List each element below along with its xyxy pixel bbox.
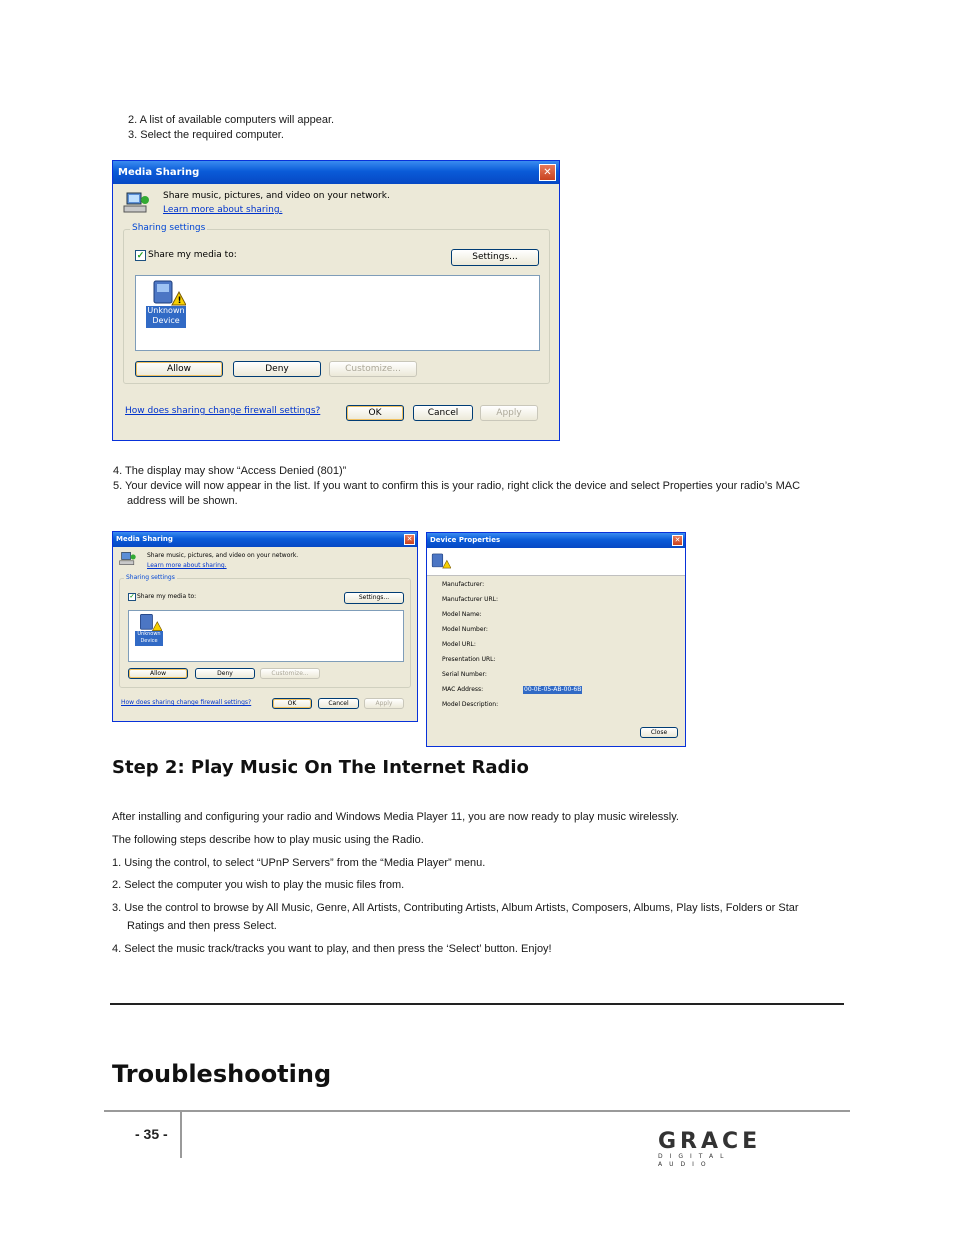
apply-button[interactable]: Apply — [480, 405, 538, 421]
unknown-device-label[interactable] — [135, 631, 163, 646]
settings-button[interactable]: Settings... — [451, 249, 539, 266]
close-button[interactable]: Close — [640, 727, 678, 738]
property-label: Model Number: — [442, 626, 488, 633]
device-label-line2: Device — [140, 638, 158, 644]
note-step-5-cont: address will be shown. — [127, 495, 238, 507]
mac-address-value[interactable]: 00-0E-05-AB-00-6B — [524, 686, 582, 693]
dialog-title: Media Sharing — [116, 535, 173, 543]
property-label: Presentation URL: — [442, 656, 496, 663]
deny-button[interactable]: Deny — [233, 361, 321, 377]
apply-button[interactable]: Apply — [364, 698, 404, 709]
device-label-line1: Unknown — [147, 306, 185, 315]
footer-vertical-rule — [180, 1112, 182, 1158]
note-step-4: 4. The display may show “Access Denied (801)” — [113, 465, 347, 477]
firewall-help-link[interactable]: How does sharing change firewall settings? — [121, 699, 252, 706]
dialog-titlebar — [113, 532, 417, 547]
troubleshooting-heading: Troubleshooting — [112, 1060, 332, 1088]
property-label: Model URL: — [442, 641, 476, 648]
note-step-5: 5. Your device will now appear in the list. If you want to confirm this is your radio, right click the device and select Properties your radio’s MAC — [113, 480, 801, 492]
learn-more-link[interactable]: Learn more about sharing. — [163, 205, 283, 215]
step2-item-1: 1. Using the control, to select “UPnP Servers” from the “Media Player” menu. — [112, 857, 486, 869]
properties-header — [427, 548, 685, 576]
property-label: MAC Address: — [442, 686, 484, 693]
ok-button[interactable]: OK — [346, 405, 404, 421]
property-label: Model Name: — [442, 611, 482, 618]
dialog-titlebar — [427, 533, 685, 548]
step2-item-2: 2. Select the computer you wish to play the music files from. — [112, 879, 405, 891]
device-list — [135, 275, 540, 351]
cancel-button[interactable]: Cancel — [318, 698, 359, 709]
media-sharing-dialog-small — [112, 531, 418, 722]
property-label: Manufacturer: — [442, 581, 485, 588]
step2-intro: After installing and configuring your radio and Windows Media Player 11, you are now ready to play music wirelessly. — [112, 811, 679, 823]
share-media-checkbox[interactable]: ✓ — [129, 594, 135, 600]
device-icon — [431, 552, 451, 570]
property-label: Serial Number: — [442, 671, 487, 678]
network-sharing-icon — [123, 191, 151, 217]
svg-text:!: ! — [177, 296, 182, 306]
property-label: Manufacturer URL: — [442, 596, 499, 603]
sharing-settings-label: Sharing settings — [132, 223, 206, 233]
step2-heading: Step 2: Play Music On The Internet Radio — [112, 757, 529, 778]
network-sharing-icon — [119, 551, 137, 568]
device-list — [128, 610, 404, 662]
allow-button[interactable]: Allow — [128, 668, 188, 679]
ok-button[interactable]: OK — [272, 698, 312, 709]
dialog-description: Share music, pictures, and video on your network. — [147, 552, 299, 559]
dialog-title: Media Sharing — [118, 167, 200, 178]
intro-step-2: 2. A list of available computers will appear. — [128, 114, 335, 126]
close-icon[interactable]: ✕ — [404, 534, 415, 545]
share-media-label: Share my media to: — [148, 250, 237, 260]
logo-subtitle: DIGITAL AUDIO — [658, 1153, 731, 1168]
learn-more-link[interactable]: Learn more about sharing. — [147, 562, 227, 569]
unknown-device-label[interactable] — [146, 306, 186, 328]
device-icon[interactable] — [139, 613, 162, 632]
logo-wordmark: GRACE — [658, 1129, 762, 1154]
page-number: - 35 - — [135, 1126, 168, 1142]
step2-steps-intro: The following steps describe how to play music using the Radio. — [112, 834, 424, 846]
share-media-checkbox[interactable]: ✓ — [136, 250, 145, 260]
close-icon[interactable]: ✕ — [672, 535, 683, 546]
cancel-button[interactable]: Cancel — [413, 405, 473, 421]
dialog-description: Share music, pictures, and video on your network. — [163, 191, 390, 201]
sharing-settings-label: Sharing settings — [126, 574, 175, 581]
deny-button[interactable]: Deny — [195, 668, 255, 679]
customize-button[interactable]: Customize... — [260, 668, 320, 679]
device-properties-dialog — [426, 532, 686, 747]
section-divider — [110, 1003, 844, 1005]
customize-button[interactable]: Customize... — [329, 361, 417, 377]
media-sharing-dialog — [112, 160, 560, 441]
property-label: Model Description: — [442, 701, 499, 708]
device-label-line2: Device — [152, 316, 180, 325]
intro-step-3: 3. Select the required computer. — [128, 129, 284, 141]
grace-logo — [658, 1129, 782, 1168]
device-label-line1: Unknown — [137, 631, 161, 637]
close-icon[interactable]: ✕ — [539, 164, 556, 181]
settings-button[interactable]: Settings... — [344, 592, 404, 604]
step2-item-3-cont: Ratings and then press Select. — [127, 920, 277, 932]
dialog-titlebar — [113, 161, 559, 184]
dialog-title: Device Properties — [430, 536, 501, 544]
allow-button[interactable]: Allow — [135, 361, 223, 377]
device-icon[interactable] — [152, 279, 186, 307]
footer-rule — [104, 1110, 850, 1112]
firewall-help-link[interactable]: How does sharing change firewall settings? — [125, 406, 321, 416]
step2-item-4: 4. Select the music track/tracks you want to play, and then press the ‘Select’ button. Enjoy! — [112, 943, 552, 955]
step2-item-3: 3. Use the control to browse by All Music, Genre, All Artists, Contributing Artists, Album Artists, Composers, Albums, Play lists, Folders or Star — [112, 902, 799, 914]
share-media-label: Share my media to: — [137, 593, 197, 600]
